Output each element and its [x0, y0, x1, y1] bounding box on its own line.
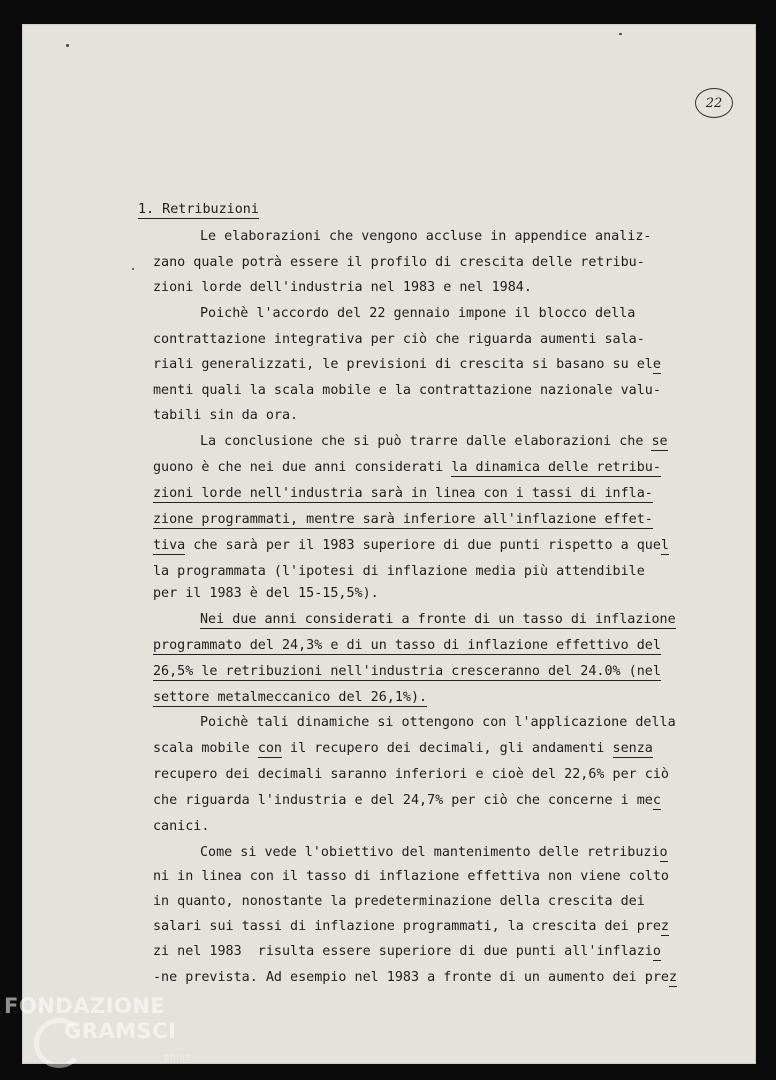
text-line: [200, 305, 635, 322]
text-line: [153, 585, 379, 602]
section-heading: 1. Retribuzioni: [138, 202, 259, 217]
text-line: [153, 331, 645, 348]
text-line: [153, 563, 645, 580]
text-segment: zioni lorde dell'industria nel 1983 e nel 1984.: [153, 280, 532, 295]
text-segment: che sarà per il 1983 superiore di due punti rispetto a que: [185, 538, 661, 553]
text-segment: Come si vede l'obiettivo del mantenimento delle retribuzi: [200, 845, 660, 860]
text-line: [153, 969, 677, 986]
underlined-text: z: [660, 919, 669, 934]
text-line: [153, 459, 661, 476]
text-line: [200, 433, 668, 450]
text-segment: menti quali la scala mobile e la contrattazione nazionale valu-: [153, 383, 661, 398]
text-line: [153, 511, 653, 528]
underlined-text: senza: [612, 741, 653, 756]
text-line: [153, 637, 661, 654]
underlined-text: o: [652, 944, 661, 959]
underlined-text: con: [257, 741, 282, 756]
text-segment: tabili sin da ora.: [153, 408, 299, 423]
text-line: [153, 689, 427, 706]
ink-speck: [132, 268, 134, 270]
text-line: [153, 663, 661, 680]
text-line: [153, 893, 645, 910]
watermark-suffix: onlus: [164, 1053, 191, 1063]
watermark-ring-icon: [34, 1018, 84, 1068]
text-line: [153, 766, 669, 783]
text-line: [200, 228, 651, 245]
text-line: [153, 254, 645, 271]
text-line: [153, 740, 653, 757]
text-line: [153, 537, 669, 554]
text-segment: scala mobile: [153, 741, 258, 756]
underlined-text: c: [652, 793, 661, 808]
text-line: [153, 356, 661, 373]
underlined-text: l: [660, 538, 669, 553]
text-segment: riali generalizzati, le previsioni di crescita si basano su el: [153, 357, 653, 372]
watermark-logo: [4, 994, 191, 1063]
underlined-text: se: [651, 434, 668, 449]
text-line: [153, 792, 661, 809]
text-line: [200, 844, 668, 861]
text-segment: canici.: [153, 819, 210, 834]
text-segment: ni in linea con il tasso di inflazione effettiva non viene colto: [153, 869, 669, 884]
page-number: 22: [695, 88, 733, 118]
text-line: [153, 485, 653, 502]
text-segment: -ne prevista. Ad esempio nel 1983 a fronte di un aumento dei pre: [153, 970, 669, 985]
text-segment: contrattazione integrativa per ciò che riguarda aumenti sala-: [153, 332, 645, 347]
watermark-line1: FONDAZIONE: [4, 994, 166, 1018]
text-segment: che riguarda l'industria e del 24,7% per ciò che concerne i me: [153, 793, 653, 808]
ink-speck: [66, 44, 69, 47]
text-line: [153, 407, 298, 424]
text-segment: la programmata (l'ipotesi di inflazione media più attendibile: [153, 564, 645, 579]
text-segment: Poichè l'accordo del 22 gennaio impone il blocco della: [200, 306, 636, 321]
text-line: [153, 943, 661, 960]
text-segment: Le elaborazioni che vengono accluse in appendice analiz-: [200, 229, 652, 244]
underlined-text: o: [659, 845, 668, 860]
ink-speck: [619, 33, 622, 35]
underlined-text: settore metalmeccanico del 26,1%).: [153, 690, 428, 705]
text-segment: zano quale potrà essere il profilo di crescita delle retribu-: [153, 255, 645, 270]
text-segment: Poichè tali dinamiche si ottengono con l'applicazione della: [200, 715, 676, 730]
underlined-text: la dinamica delle retribu-: [451, 460, 661, 475]
text-line: [153, 382, 661, 399]
text-segment: recupero dei decimali saranno inferiori e cioè del 22,6% per ciò: [153, 767, 669, 782]
text-line: [153, 918, 669, 935]
underlined-text: zioni lorde nell'industria sarà in linea con i tassi di infla-: [153, 486, 653, 501]
underlined-text: zione programmati, mentre sarà inferiore all'inflazione effet-: [153, 512, 653, 527]
text-line: [200, 611, 676, 628]
text-segment: in quanto, nonostante la predeterminazione della crescita dei: [153, 894, 645, 909]
text-segment: salari sui tassi di inflazione programmati, la crescita dei pre: [153, 919, 661, 934]
underlined-text: tiva: [153, 538, 186, 553]
text-line: [153, 868, 669, 885]
text-line: [200, 714, 676, 731]
underlined-text: z: [668, 970, 678, 985]
underlined-text: e: [652, 357, 661, 372]
underlined-text: Nei due anni considerati a fronte di un tasso di inflazione: [200, 612, 676, 627]
text-line: [153, 279, 532, 296]
text-segment: zi nel 1983 risulta essere superiore di due punti all'inflazi: [153, 944, 653, 959]
text-segment: La conclusione che si può trarre dalle elaborazioni che: [200, 434, 652, 449]
text-segment: per il 1983 è del 15-15,5%).: [153, 586, 379, 601]
underlined-text: 26,5% le retribuzioni nell'industria cresceranno del 24.0% (nel: [153, 664, 661, 679]
underlined-text: programmato del 24,3% e di un tasso di inflazione effettivo del: [153, 638, 661, 653]
watermark-line2: GRAMSCI: [64, 1019, 177, 1043]
text-segment: guono è che nei due anni considerati: [153, 460, 452, 475]
text-line: [153, 818, 209, 835]
text-segment: il recupero dei decimali, gli andamenti: [282, 741, 613, 756]
